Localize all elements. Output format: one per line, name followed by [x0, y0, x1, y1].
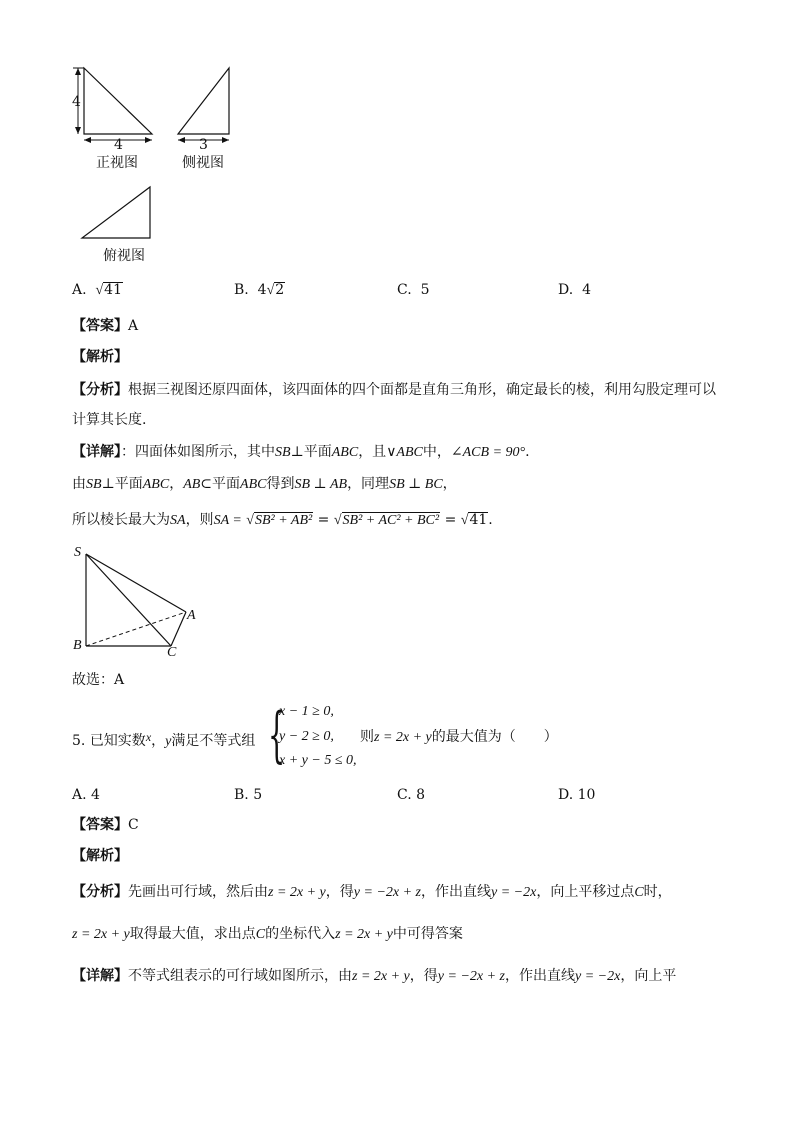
q4-jiexi-tag: 【解析】 [72, 349, 128, 365]
front-view-label: 正视图 [96, 155, 138, 171]
q5-fenxi-line1: 【分析】先画出可行域，然后由z = 2x + y，得y = −2x + z，作出直线y = −2x，向上平移过点C时， [72, 884, 672, 900]
q4-detail-line1: 【详解】：四面体如图所示，其中SB⊥平面ABC，且∨ABC中，∠ACB = 90°. [72, 444, 530, 460]
side-width-dim: 3 [199, 137, 208, 153]
q5-option-d: D. 10 [558, 787, 596, 803]
tetra-label-c: C [167, 645, 177, 660]
q4-option-d: D. 4 [558, 282, 592, 298]
q4-conclusion: 故选：A [72, 672, 125, 688]
front-width-dim: 4 [114, 137, 123, 153]
q5-detail-line1: 【详解】不等式组表示的可行域如图所示，由z = 2x + y，得y = −2x + z，作出直线y = −2x，向上平 [72, 968, 677, 984]
tetra-label-b: B [73, 638, 82, 653]
q5-option-a: A. 4 [72, 787, 100, 803]
q5-stem-right: 则z = 2x + y的最大值为（ ） [360, 729, 558, 745]
tetra-label-s: S [74, 545, 81, 560]
q4-option-c: C. 5 [397, 282, 430, 298]
q4-fenxi-line1: 【分析】根据三视图还原四面体，该四面体的四个面都是直角三角形，确定最长的棱，利用勾股定理可以 [72, 382, 716, 398]
q4-option-a: A. √41 [72, 282, 122, 298]
q5-jiexi-tag: 【解析】 [72, 848, 128, 864]
tetrahedron-figure [66, 540, 206, 665]
side-view-label: 侧视图 [182, 155, 224, 171]
q4-answer: 【答案】A [72, 318, 139, 334]
top-view-label: 俯视图 [103, 248, 145, 264]
front-height-dim: 4 [72, 94, 81, 110]
q5-stem-left: 5. 已知实数x，y满足不等式组 [72, 730, 256, 749]
top-view-figure [78, 183, 158, 243]
q5-option-b: B. 5 [234, 787, 263, 803]
q5-fenxi-line2: z = 2x + y取得最大值，求出点C的坐标代入z = 2x + y中可得答案 [72, 926, 463, 942]
q4-detail-line3: 所以棱长最大为SA，则SA = √SB² + AB² = √SB² + AC² + BC² = √41. [72, 512, 493, 528]
q5-brace: { [268, 700, 286, 770]
q5-option-c: C. 8 [397, 787, 426, 803]
q5-ineq3: x + y − 5 ≤ 0, [279, 753, 357, 768]
q5-answer: 【答案】C [72, 817, 139, 833]
tetra-label-a: A [187, 608, 196, 623]
q4-option-b: B. 4√2 [234, 282, 285, 298]
q4-detail-line2: 由SB⊥平面ABC，AB⊂平面ABC得到SB ⊥ AB，同理SB ⊥ BC， [72, 476, 457, 492]
q5-ineq1: x − 1 ≥ 0, [279, 704, 334, 719]
q5-ineq2: y − 2 ≥ 0, [279, 729, 334, 744]
q4-fenxi-line2: 计算其长度. [72, 412, 147, 428]
